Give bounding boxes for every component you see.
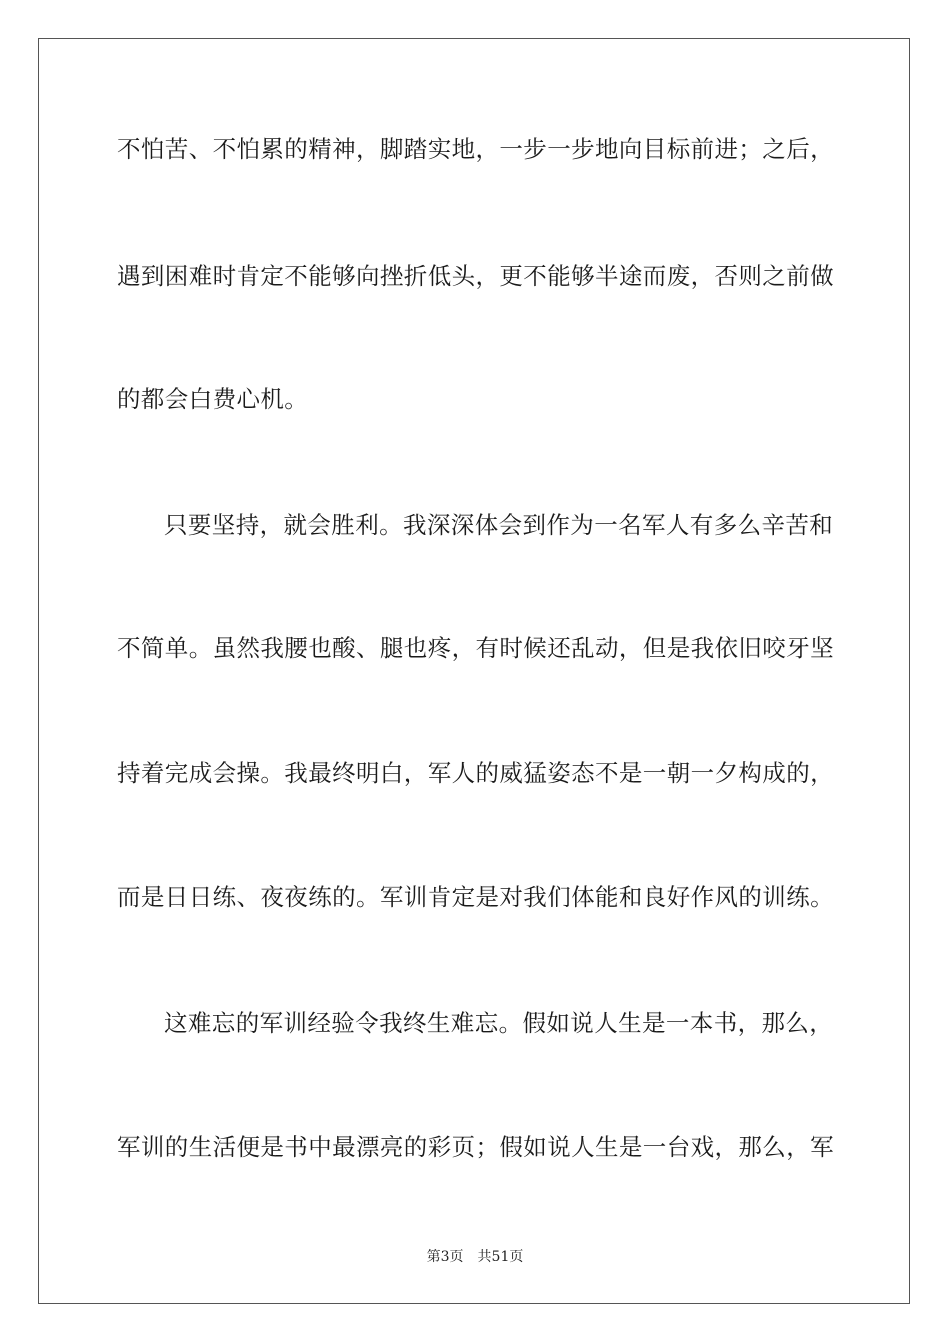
- paragraph-start-line: 只要坚持，就会胜利。我深深体会到作为一名军人有多么辛苦和: [164, 511, 834, 539]
- text-line: 而是日日练、夜夜练的。军训肯定是对我们体能和良好作风的训练。: [117, 883, 834, 911]
- text-line: 不怕苦、不怕累的精神，脚踏实地，一步一步地向目标前进；之后，: [117, 135, 834, 163]
- page-total: 共51页: [477, 1249, 524, 1265]
- text-line: 不简单。虽然我腰也酸、腿也疼，有时候还乱动，但是我依旧咬牙坚: [117, 634, 834, 662]
- paragraph-start-line: 这难忘的军训经验令我终生难忘。假如说人生是一本书，那么，: [164, 1009, 834, 1037]
- text-line: 持着完成会操。我最终明白，军人的威猛姿态不是一朝一夕构成的，: [117, 759, 834, 787]
- text-line: 的都会白费心机。: [117, 385, 309, 413]
- page-footer: [0, 1248, 950, 1266]
- page-border: [38, 38, 910, 1304]
- text-line: 遇到困难时肯定不能够向挫折低头，更不能够半途而废，否则之前做: [117, 262, 834, 290]
- page-number: 第3页: [426, 1249, 464, 1265]
- text-line: 军训的生活便是书中最漂亮的彩页；假如说人生是一台戏，那么，军: [117, 1133, 834, 1161]
